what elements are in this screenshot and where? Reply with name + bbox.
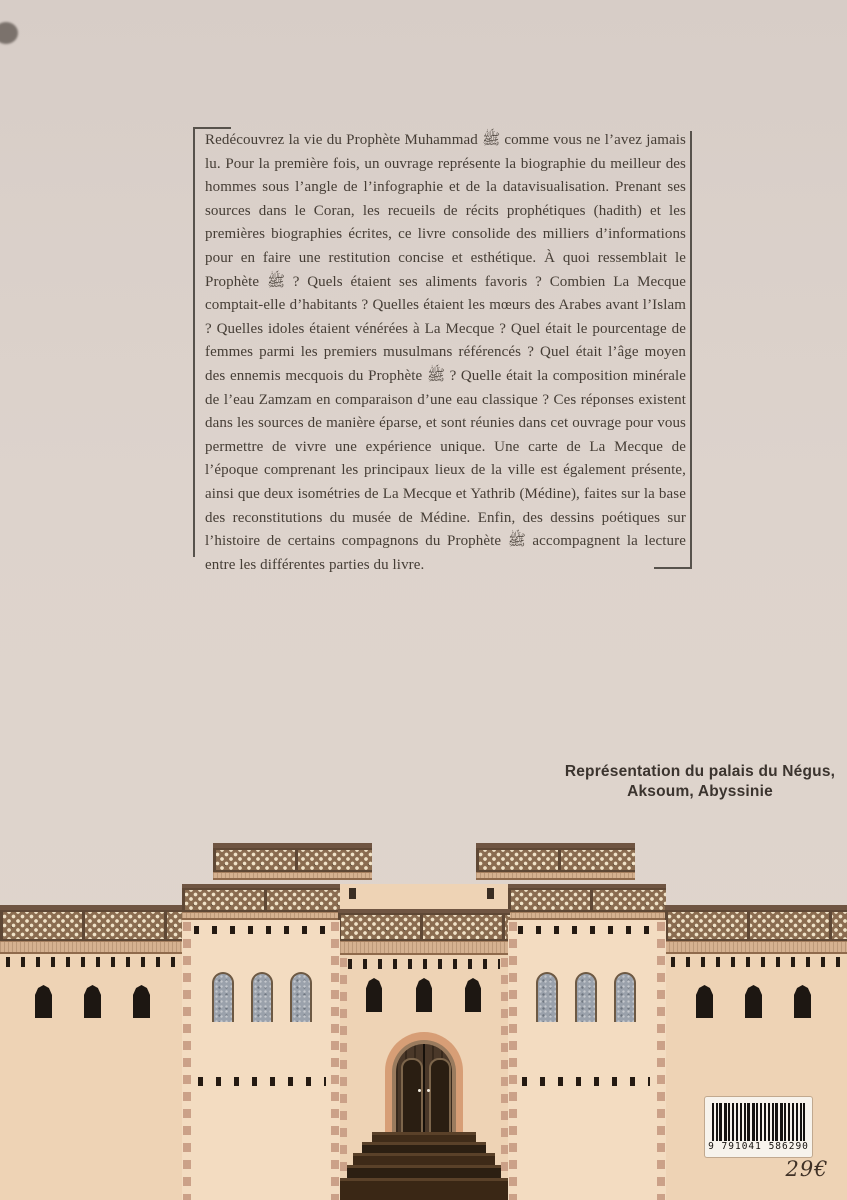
cornice [213,872,372,880]
arch-window [745,985,762,1018]
lattice-parapet [0,910,182,941]
step [372,1132,476,1142]
cornice [336,941,512,955]
arch-window [465,978,481,1012]
window-dots-row [518,926,654,934]
window-dots-row [194,926,330,934]
barcode-bars [712,1103,805,1141]
arch-window [416,978,432,1012]
barcode [705,1097,812,1157]
window-dots-row [522,1077,650,1086]
lattice-window [614,972,636,1022]
step [340,1178,508,1200]
arch-window [696,985,713,1018]
wall-face [508,920,666,1200]
barcode-number: 9 791041 586290 [708,1141,809,1152]
arch-window [84,985,101,1018]
lattice-parapet [338,913,510,941]
quoin-strip [509,922,517,1200]
lattice-window [212,972,234,1022]
caption-line-1: Représentation du palais du Négus, [564,763,836,780]
lattice-window [251,972,273,1022]
window-dots-row [348,959,500,969]
cornice [665,941,847,954]
blurb-text: Redécouvrez la vie du Prophète Muhammad ﷺ comme vous ne l’avez jamais lu. Pour la première fois, un ouvrage représente la biographie du meilleur des hommes sous l’angle de l’infographie et de la datavisualisation. Prenant ses sources dans le Coran, les recueils de récits prophétiques (hadith) et les premières biographies écrites, ce livre consolide des milliers d’informations pour en faire une restitution concise et esthétique. À quoi ressemblait le Prophète ﷺ ? Quels étaient ses aliments favoris ? Combien La Mecque comptait-elle d’habitants ? Quelles étaient les mœurs des Arabes avant l’Islam ? Quelles idoles étaient vénérées à La Mecque ? Quel était le pourcentage de femmes parmi les premiers musulmans référencés ? Quel était l’âge moyen des ennemis mecquois du Prophète ﷺ ? Quelle était la composition minérale de l’eau Zamzam en comparaison d’une eau classique ? Ces réponses existent dans les sources de manière éparse, et sont réunies dans cet ouvrage pour vous permettre de vivre une expérience unique. Une carte de La Mecque de l’époque comprenant les principaux lieux de la ville est également présente, ainsi que deux isométries de La Mecque et Yathrib (Médine), faites sur la base des reconstitutions du musée de Médine. Enfin, des dessins poétiques sur l’histoire de certains compagnons du Prophète ﷺ accompagnent la lecture entre les différentes parties du livre. [205,132,686,573]
lattice-parapet [508,888,666,912]
door-leaves [396,1044,452,1132]
cornice [0,941,182,954]
lattice-parapet [665,910,847,941]
text-frame-line [690,131,692,569]
arch-window [35,985,52,1018]
arch-window [366,978,382,1012]
lattice-window [536,972,558,1022]
tiny-window [487,888,494,899]
window-dots-row [198,1077,326,1086]
lattice-window [290,972,312,1022]
door-panel [401,1058,423,1136]
lattice-parapet [476,848,635,872]
lattice-parapet [213,848,372,872]
step [362,1142,486,1153]
arch-window [133,985,150,1018]
door-handle [427,1089,430,1092]
quoin-strip [339,958,347,1200]
window-dots-row [6,957,176,967]
step [347,1165,501,1178]
arch-window [794,985,811,1018]
door-divider [423,1044,425,1132]
illustration-caption [552,762,847,802]
palace-illustration [0,840,847,1200]
palace-door [385,1032,463,1132]
tiny-window [349,888,356,899]
quoin-strip [657,922,665,1200]
step [353,1153,495,1165]
quoin-strip [183,922,191,1200]
wall-face [182,920,340,1200]
quoin-strip [331,922,339,1200]
door-panel [429,1058,451,1136]
window-dots-row [671,957,841,967]
lattice-window [575,972,597,1022]
corner-artifact [0,22,18,44]
lattice-parapet [182,888,340,912]
cornice [476,872,635,880]
price-label: 29€ [785,1157,829,1181]
caption-line-2: Aksoum, Abyssinie [627,783,773,800]
text-frame-line [193,127,195,557]
door-handle [418,1089,421,1092]
